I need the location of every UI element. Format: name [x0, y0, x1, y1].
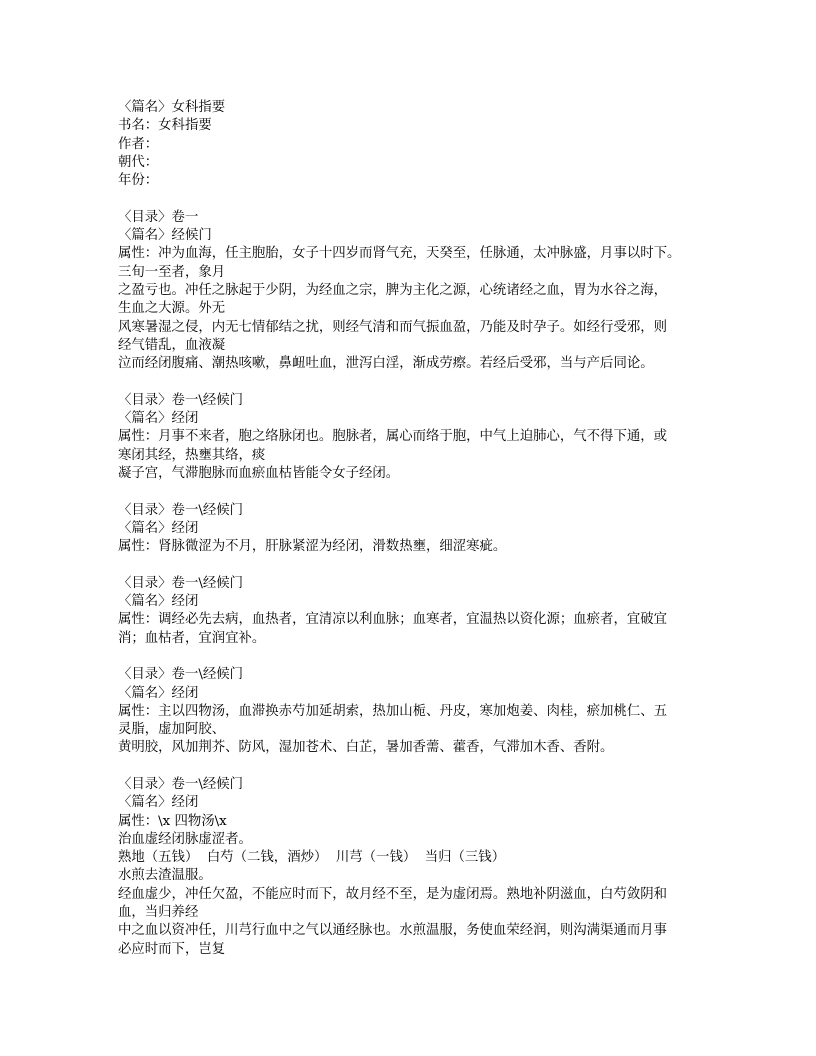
text-line: 〈篇名〉经闭: [118, 411, 199, 427]
entry-section: [118, 502, 718, 557]
text-line: 治血虚经闭脉虚涩者。: [118, 831, 252, 847]
text-line: 寒闭其经，热壅其络，痰: [118, 447, 266, 463]
text-line: 属性：\x 四物汤\x: [118, 813, 227, 829]
entry-section: [118, 392, 718, 483]
text-line: 黄明胶，风加荆芥、防风，湿加苍术、白芷，暑加香薷、藿香，气滞加木香、香附。: [118, 740, 614, 756]
entry-section: [118, 666, 718, 757]
text-line: 〈篇名〉经闭: [118, 795, 199, 811]
text-line: 作者：: [118, 136, 159, 152]
text-line: 〈篇名〉经闭: [118, 520, 199, 536]
text-line: 经气错乱，血液凝: [118, 337, 226, 353]
book-header: [118, 99, 718, 190]
text-line: 朝代：: [118, 154, 159, 170]
entry-section: [118, 209, 718, 374]
text-line: 〈篇名〉经闭: [118, 685, 199, 701]
text-line: 经血虚少，冲任欠盈，不能应时而下，故月经不至，是为虚闭焉。熟地补阴滋血，白芍敛阴和: [118, 886, 668, 902]
text-line: 书名：女科指要: [118, 118, 212, 134]
text-line: 属性：主以四物汤，血滞换赤芍加延胡索，热加山栀、丹皮，寒加炮姜、肉桂，瘀加桃仁、五: [118, 703, 668, 719]
text-line: 熟地（五钱） 白芍（二钱，酒炒） 川芎（一钱） 当归（三钱）: [118, 850, 506, 866]
text-line: 水煎去渣温服。: [118, 868, 212, 884]
text-line: 属性：调经必先去病，血热者，宜清凉以利血脉；血寒者，宜温热以资化源；血瘀者，宜破宜: [118, 612, 668, 628]
text-line: 泣而经闭腹痛、潮热咳嗽，鼻衄吐血，泄泻白淫，渐成劳瘵。若经后受邪，当与产后同论。: [118, 356, 654, 372]
text-line: 〈目录〉卷一\经候门: [118, 392, 244, 408]
text-line: 凝子宫，气滞胞脉而血瘀血枯皆能令女子经闭。: [118, 465, 400, 481]
text-line: 〈目录〉卷一\经候门: [118, 667, 244, 683]
document-page: [118, 99, 718, 977]
text-line: 消；血枯者，宜润宜补。: [118, 630, 266, 646]
text-line: 〈目录〉卷一\经候门: [118, 776, 244, 792]
text-line: 〈目录〉卷一\经候门: [118, 575, 244, 591]
text-line: 〈篇名〉女科指要: [118, 100, 226, 115]
text-line: 年份：: [118, 173, 159, 189]
text-line: 生血之大源。外无: [118, 301, 226, 317]
entry-section: [118, 575, 718, 648]
text-line: 风寒暑湿之侵，内无七情郁结之扰，则经气清和而气振血盈，乃能及时孕子。如经行受邪，则: [118, 319, 668, 335]
text-line: 灵脂，虚加阿胶、: [118, 722, 226, 738]
text-line: 属性：肾脉微涩为不月，肝脉紧涩为经闭，滑数热壅，细涩寒疵。: [118, 539, 507, 555]
text-line: 〈目录〉卷一: [118, 209, 199, 225]
text-line: 〈篇名〉经闭: [118, 594, 199, 610]
text-line: 属性：月事不来者，胞之络脉闭也。胞脉者，属心而络于胞，中气上迫肺心，气不得下通，或: [118, 429, 668, 445]
text-line: 之盈亏也。冲任之脉起于少阴，为经血之宗，脾为主化之源，心统诸经之血，胃为水谷之海，: [118, 282, 668, 298]
text-line: 中之血以资冲任，川芎行血中之气以通经脉也。水煎温服，务使血荣经润，则沟满渠通而月事: [118, 923, 668, 939]
text-line: 〈目录〉卷一\经候门: [118, 502, 244, 518]
text-line: 血，当归养经: [118, 905, 199, 921]
text-line: 属性：冲为血海，任主胞胎，女子十四岁而肾气充，天癸至，任脉通，太冲脉盛，月事以时下。: [118, 246, 681, 262]
text-line: 三旬一至者，象月: [118, 264, 226, 280]
entry-section: [118, 776, 718, 959]
text-line: 必应时而下，岂复: [118, 941, 226, 957]
text-line: 〈篇名〉经候门: [118, 228, 212, 244]
